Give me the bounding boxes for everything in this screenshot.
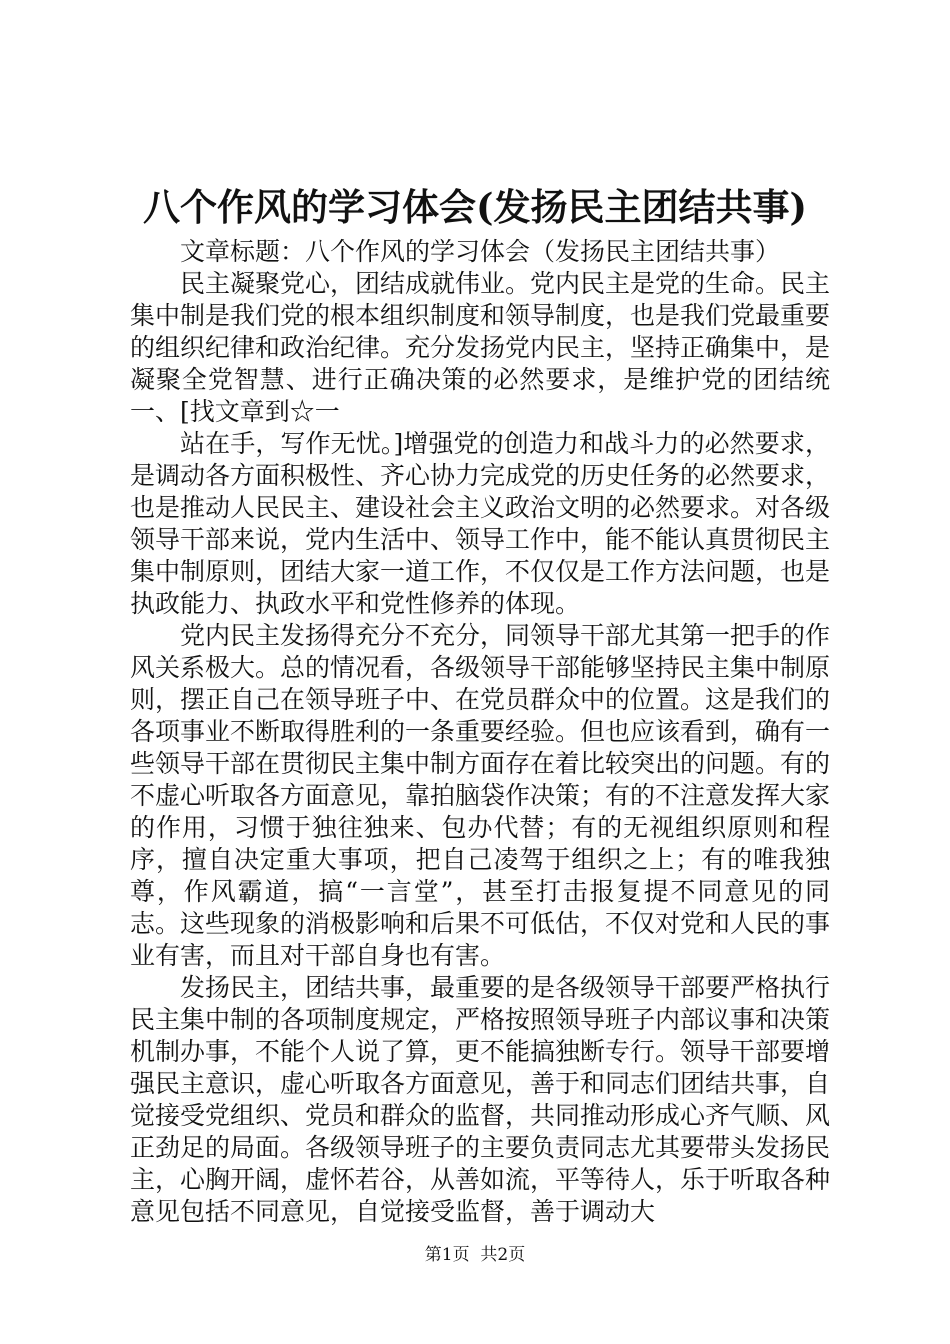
document-body [130,236,830,1228]
paragraph: 发扬民主，团结共事，最重要的是各级领导干部要严格执行民主集中制的各项制度规定，严格按照领导班子内部议事和决策机制办事，不能个人说了算，更不能搞独断专行。领导干部要增强民主意识，虚心听取各方面意见，善于和同志们团结共事，自觉接受党组织、党员和群众的监督，共同推动形成心齐气顺、风正劲足的局面。各级领导班子的主要负责同志尤其要带头发扬民主，心胸开阔，虚怀若谷，从善如流，平等待人，乐于听取各种意见包括不同意见，自觉接受监督，善于调动大 [130,973,831,1226]
page-total: 共2页 [480,1245,526,1265]
page-footer [0,1244,950,1266]
page-number: 第1页 [424,1245,470,1265]
paragraph: 党内民主发扬得充分不充分，同领导干部尤其第一把手的作风关系极大。总的情况看，各级领导干部能够坚持民主集中制原则，摆正自己在领导班子中、在党员群众中的位置。这是我们的各项事业不断取得胜利的一条重要经验。但也应该看到，确有一些领导干部在贯彻民主集中制方面存在着比较突出的问题。有的不虚心听取各方面意见，靠拍脑袋作决策；有的不注意发挥大家的作用，习惯于独往独来、包办代替；有的无视组织原则和程序，擅自决定重大事项，把自己凌驾于组织之上；有的唯我独尊，作风霸道，搞“一言堂”，甚至打击报复提不同意见的同志。这些现象的消极影响和后果不可低估，不仅对党和人民的事业有害，而且对干部自身也有害。 [130,621,831,970]
document-title: 八个作风的学习体会(发扬民主团结共事) [142,185,807,229]
paragraph: 站在手，写作无忧。]增强党的创造力和战斗力的必然要求，是调动各方面积极性、齐心协力完成党的历史任务的必然要求，也是推动人民民主、建设社会主义政治文明的必然要求。对各级领导干部来说，党内生活中、领导工作中，能不能认真贯彻民主集中制原则，团结大家一道工作，不仅仅是工作方法问题，也是执政能力、执政水平和党性修养的体现。 [130,429,831,618]
paragraph-article-title: 文章标题：八个作风的学习体会（发扬民主团结共事） [180,237,781,266]
paragraph: 民主凝聚党心，团结成就伟业。党内民主是党的生命。民主集中制是我们党的根本组织制度和领导制度，也是我们党最重要的组织纪律和政治纪律。充分发扬党内民主，坚持正确集中，是凝聚全党智慧、进行正确决策的必然要求，是维护党的团结统一、[找文章到☆一 [130,269,831,426]
